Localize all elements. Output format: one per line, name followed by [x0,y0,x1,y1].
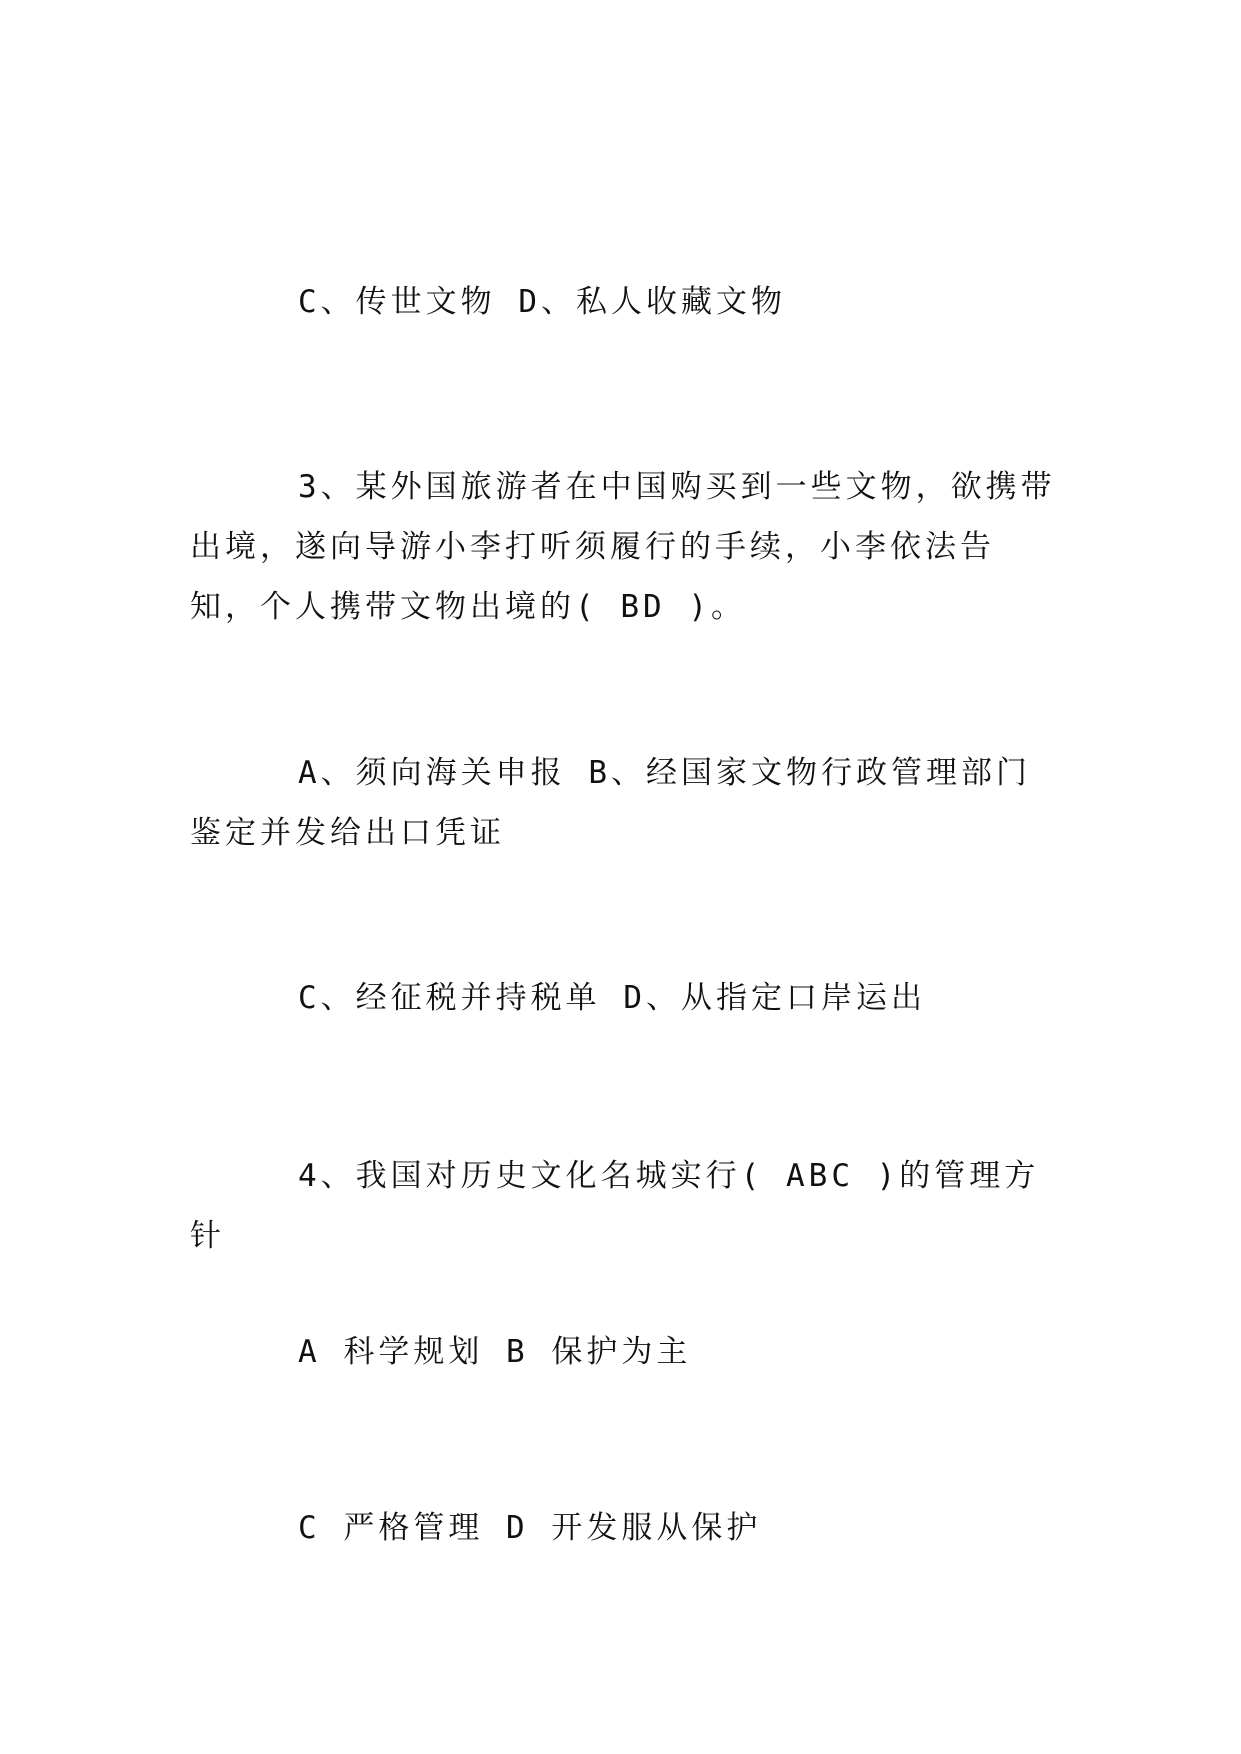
option-line-cd-q3: C、经征税并持税单 D、从指定口岸运出 [298,980,926,1016]
question-4-text: 4、我国对历史文化名城实行( ABC )的管理方针 [190,1158,1040,1254]
option-line-ab-q3: A、须向海关申报 B、经国家文物行政管理部门鉴定并发给出口凭证 [190,755,1031,851]
option-line-ab-q4: A 科学规划 B 保护为主 [298,1334,692,1370]
option-line-cd-q4: C 严格管理 D 开发服从保护 [298,1510,762,1546]
option-line-cd-q2: C、传世文物 D、私人收藏文物 [298,284,786,320]
question-3-text: 3、某外国旅游者在中国购买到一些文物，欲携带出境，遂向导游小李打听须履行的手续，小李依法告知，个人携带文物出境的( BD )。 [190,469,1056,625]
